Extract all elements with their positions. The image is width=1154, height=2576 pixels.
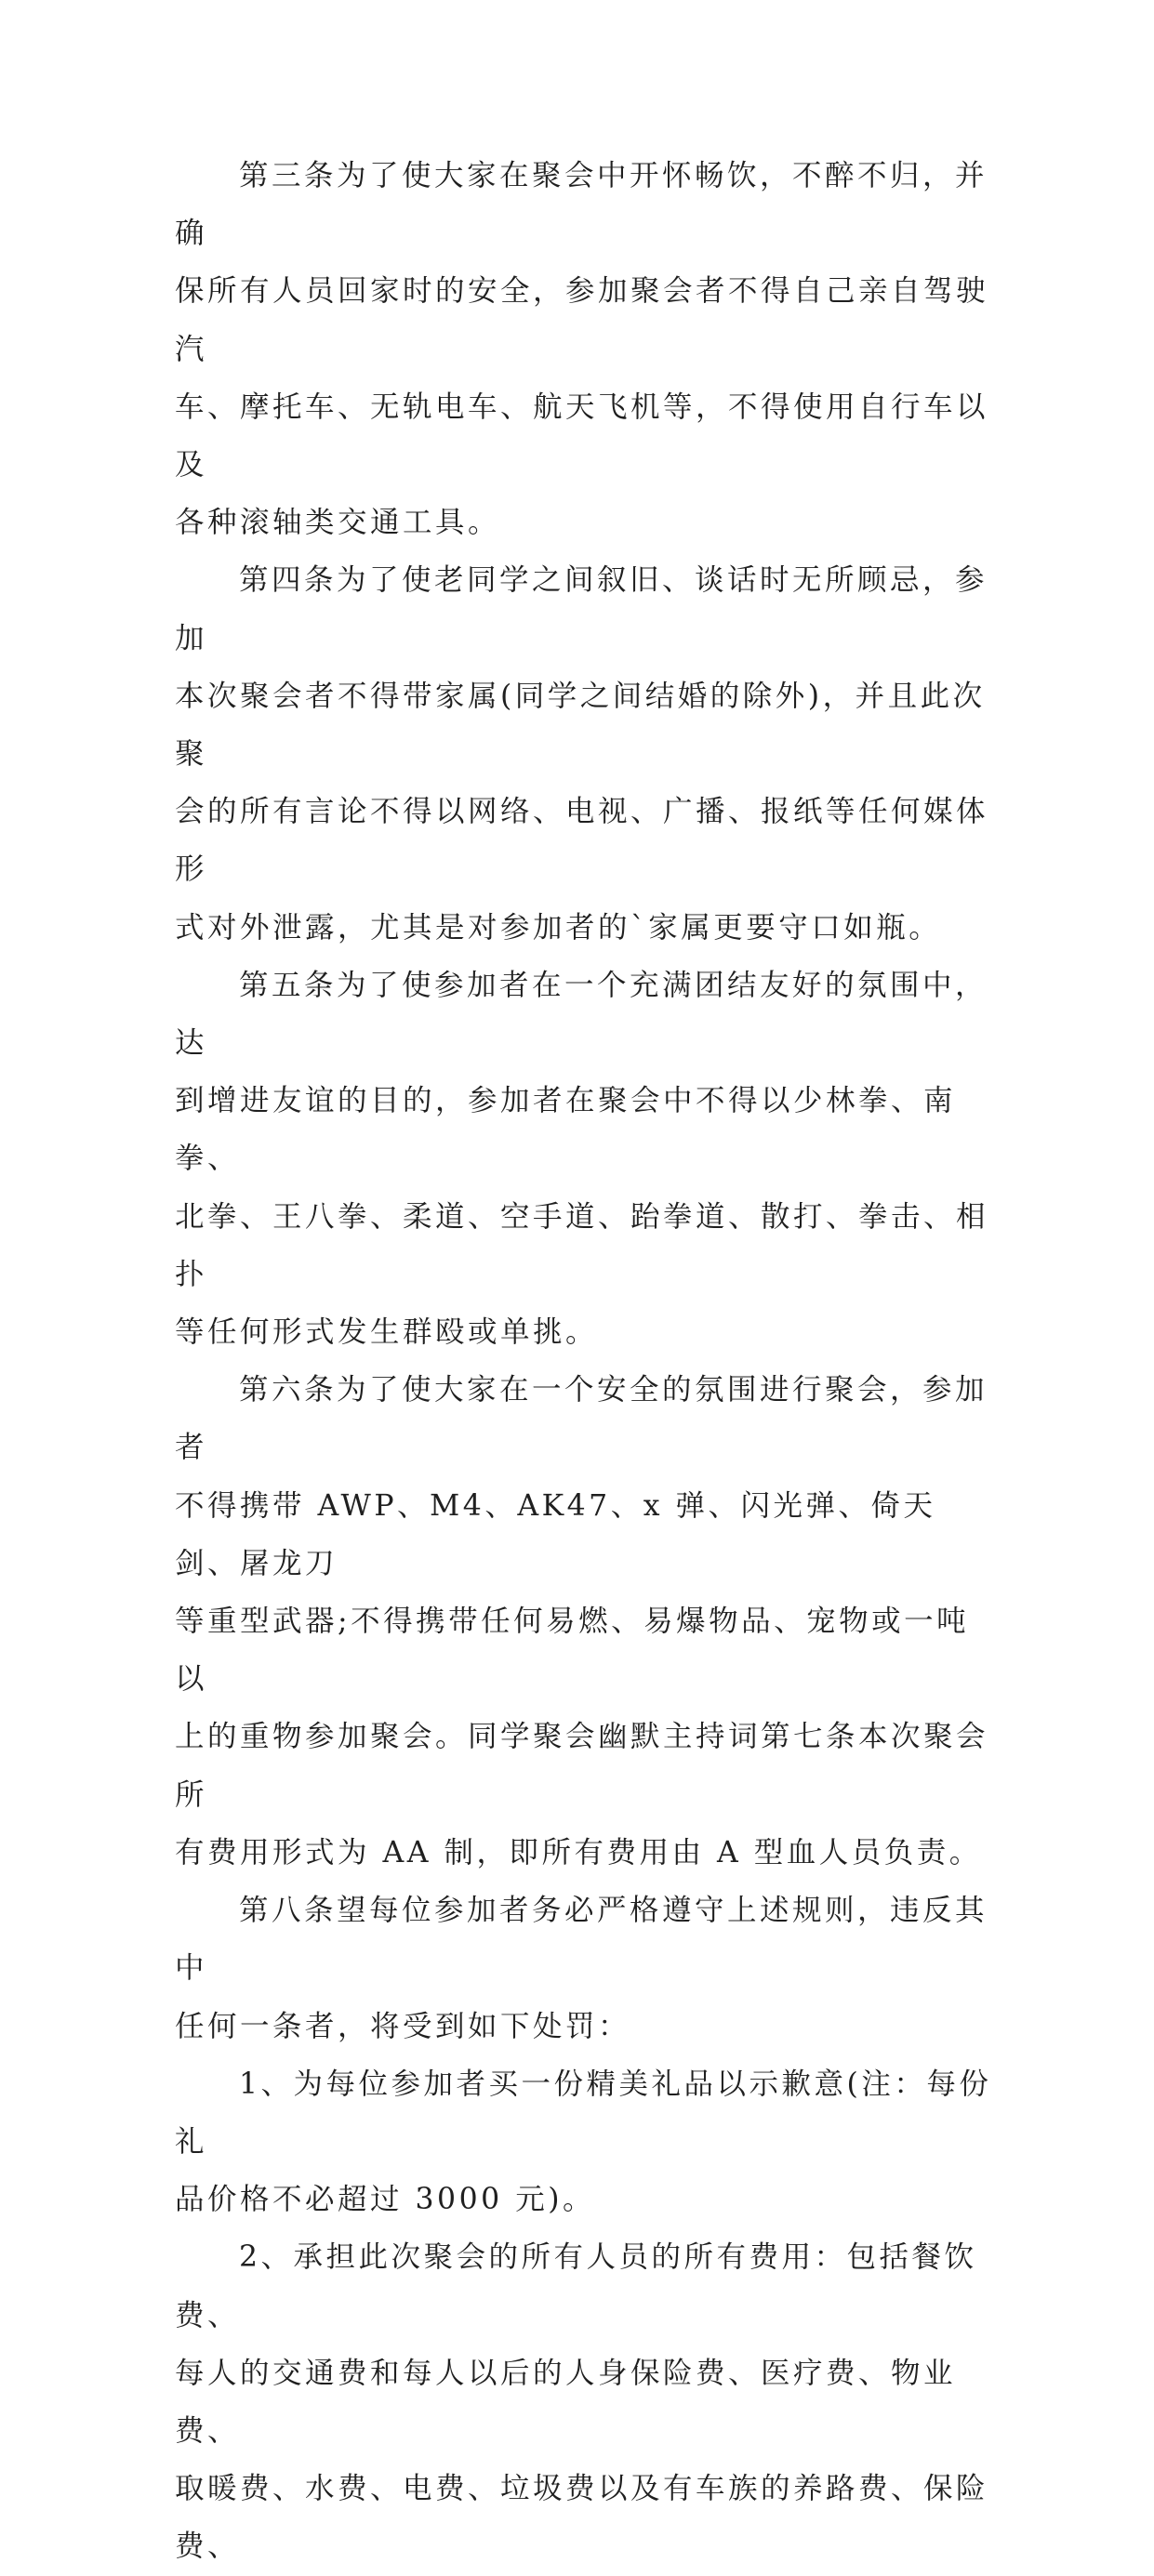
paragraph-article-3 bbox=[175, 147, 993, 551]
paragraph-article-4 bbox=[175, 551, 993, 956]
text-line: 各种滚轴类交通工具。 bbox=[175, 506, 501, 540]
text-line: 2、承担此次聚会的所有人员的所有费用：包括餐饮费、 bbox=[175, 2240, 977, 2332]
text-line: 取暖费、水费、电费、垃圾费以及有车族的养路费、保险费、 bbox=[175, 2472, 989, 2564]
text-line: 到增进友谊的目的，参加者在聚会中不得以少林拳、南拳、 bbox=[175, 1084, 957, 1176]
text-line: 1、为每位参加者买一份精美礼品以示歉意(注：每份礼 bbox=[175, 2067, 992, 2159]
text-line: 保所有人员回家时的安全，参加聚会者不得自己亲自驾驶汽 bbox=[175, 274, 989, 366]
text-line: 会的所有言论不得以网络、电视、广播、报纸等任何媒体形 bbox=[175, 795, 989, 887]
paragraph-penalty-2 bbox=[175, 2228, 993, 2575]
paragraph-penalty-1 bbox=[175, 2055, 993, 2229]
text-line: 式对外泄露，尤其是对参加者的`家属更要守口如瓶。 bbox=[175, 910, 942, 945]
text-line: 第六条为了使大家在一个安全的氛围进行聚会，参加者 bbox=[175, 1373, 988, 1465]
paragraph-article-6 bbox=[175, 1361, 993, 1882]
text-line: 车、摩托车、无轨电车、航天飞机等，不得使用自行车以及 bbox=[175, 390, 989, 482]
text-line: 第四条为了使老同学之间叙旧、谈话时无所顾忌，参加 bbox=[175, 563, 988, 655]
text-line: 等任何形式发生群殴或单挑。 bbox=[175, 1315, 599, 1350]
text-line: 每人的交通费和每人以后的人身保险费、医疗费、物业费、 bbox=[175, 2356, 957, 2448]
document-body bbox=[175, 147, 993, 2576]
paragraph-article-5 bbox=[175, 957, 993, 1361]
text-line: 北拳、王八拳、柔道、空手道、跆拳道、散打、拳击、相扑 bbox=[175, 1199, 989, 1291]
text-line: 不得携带 AWP、M4、AK47、x 弹、闪光弹、倚天剑、屠龙刀 bbox=[175, 1488, 936, 1580]
text-line: 第五条为了使参加者在一个充满团结友好的氛围中，达 bbox=[175, 968, 988, 1061]
text-line: 任何一条者，将受到如下处罚： bbox=[175, 2009, 631, 2043]
text-line: 本次聚会者不得带家属(同学之间结婚的除外)，并且此次聚 bbox=[175, 679, 986, 772]
text-line: 有费用形式为 AA 制，即所有费用由 A 型血人员负责。 bbox=[175, 1835, 982, 1869]
text-line: 品价格不必超过 3000 元)。 bbox=[175, 2183, 595, 2217]
text-line: 等重型武器;不得携带任何易燃、易爆物品、宠物或一吨以 bbox=[175, 1605, 970, 1697]
text-line: 第八条望每位参加者务必严格遵守上述规则，违反其中 bbox=[175, 1894, 988, 1986]
text-line: 第三条为了使大家在聚会中开怀畅饮，不醉不归，并确 bbox=[175, 159, 988, 251]
text-line: 上的重物参加聚会。同学聚会幽默主持词第七条本次聚会所 bbox=[175, 1720, 989, 1812]
paragraph-article-8 bbox=[175, 1882, 993, 2055]
